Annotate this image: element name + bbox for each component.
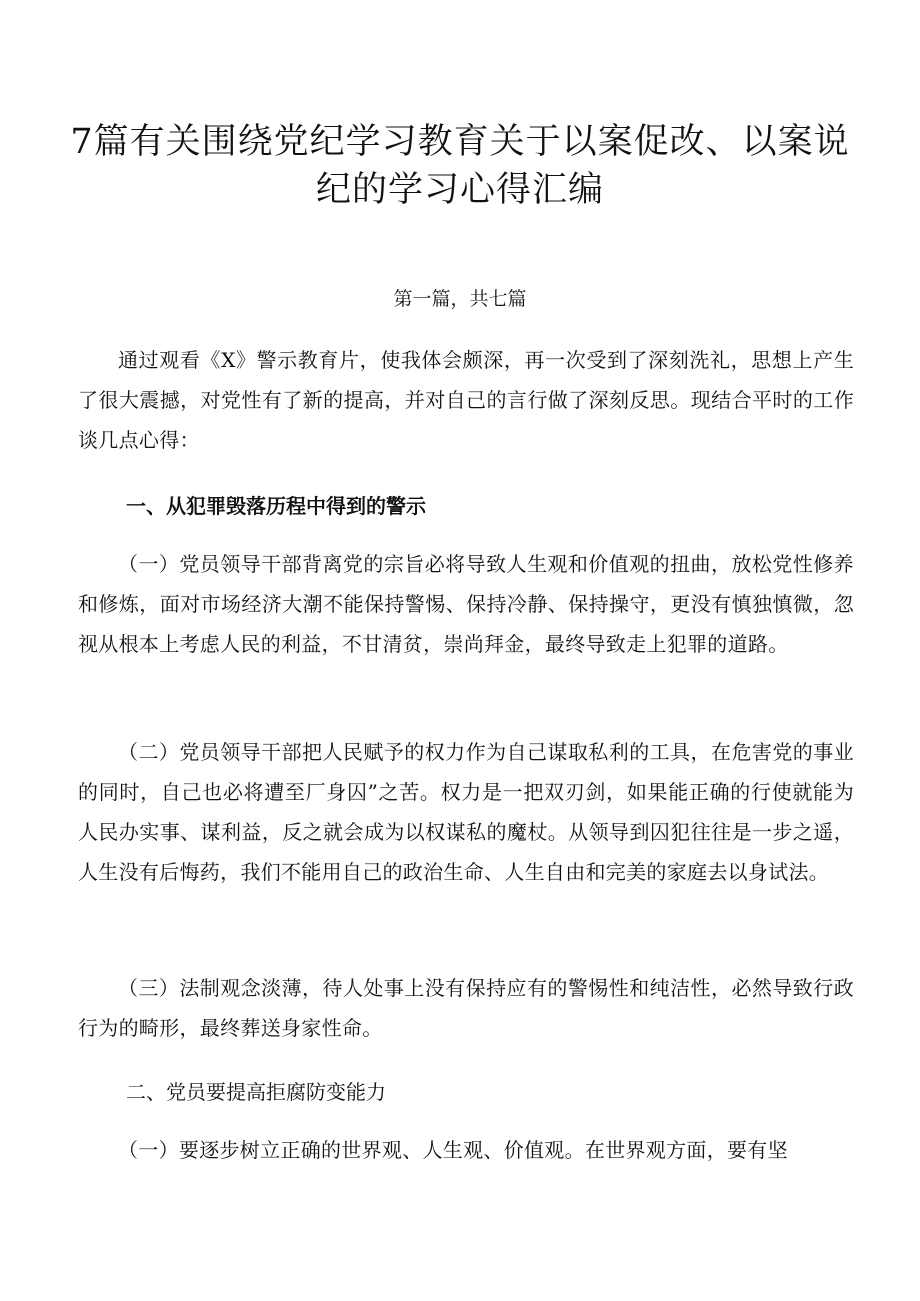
section-1-paragraph-2: （二）党员领导干部把人民赋予的权力作为自己谋取私利的工具，在危害党的事业的同时，自己也必将遭至厂身囚”之苦。权力是一把双刃剑，如果能正确的行使就能为人民办实事、谋利益，反之就会成为以权谋私的魔杖。从领导到囚犯往往是一步之遥，人生没有后悔药，我们不能用自己的政治生命、人生自由和完美的家庭去以身试法。 [78, 740, 854, 884]
section-2-paragraph-1: （一）要逐步树立正确的世界观、人生观、价值观。在世界观方面，要有坚 [118, 1138, 788, 1162]
document-title: 7篇有关围绕党纪学习教育关于以案促改、以案说纪的学习心得汇编 [70, 122, 850, 210]
section-1-paragraph-1: （一）党员领导干部背离党的宗旨必将导致人生观和价值观的扭曲，放松党性修养和修炼，面对市场经济大潮不能保持警惕、保持冷静、保持操守，更没有慎独慎微，忽视从根本上考虑人民的利益，不甘清贫，崇尚拜金，最终导致走上犯罪的道路。 [78, 552, 854, 656]
section-2-heading: 二、党员要提高拒腐防变能力 [126, 1080, 386, 1104]
section-1-heading: 一、从犯罪毁落历程中得到的警示 [126, 494, 426, 518]
intro-paragraph: 通过观看《X》警示教育片，使我体会颇深，再一次受到了深刻洗礼，思想上产生了很大震撼，对党性有了新的提高，并对自己的言行做了深刻反思。现结合平时的工作谈几点心得： [78, 348, 854, 452]
document-subtitle: 第一篇，共七篇 [393, 288, 527, 310]
section-1-paragraph-3: （三）法制观念淡薄，待人处事上没有保持应有的警惕性和纯洁性，必然导致行政行为的畸形，最终葬送身家性命。 [78, 976, 854, 1040]
